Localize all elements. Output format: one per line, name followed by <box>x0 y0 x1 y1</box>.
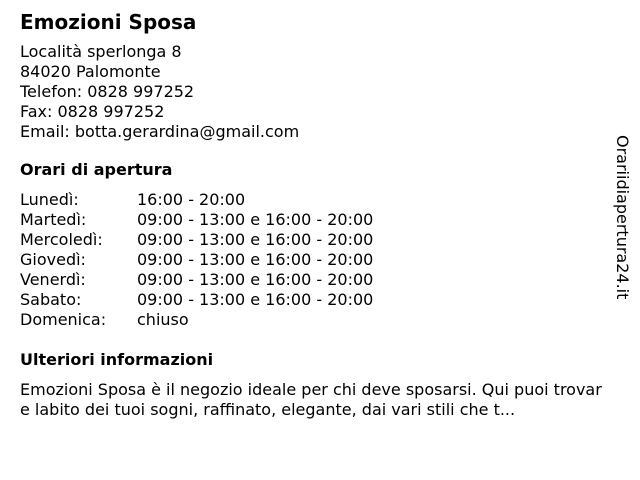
hours-row <box>20 190 605 210</box>
more-info-text: Emozioni Sposa è il negozio ideale per chi deve sposarsi. Qui puoi trovare labito dei tuoi sogni, raffinato, elegante, dai vari stili che t... <box>20 380 602 419</box>
hours-row <box>20 290 605 310</box>
more-info-heading: Ulteriori informazioni <box>20 350 214 369</box>
day-label: Venerdì: <box>20 270 86 289</box>
business-name: Emozioni Sposa <box>20 10 197 34</box>
time-value: 09:00 - 13:00 e 16:00 - 20:00 <box>137 290 374 309</box>
address-street: Località sperlonga 8 <box>20 42 182 61</box>
time-value: 09:00 - 13:00 e 16:00 - 20:00 <box>137 270 374 289</box>
hours-row <box>20 250 605 270</box>
time-value: 09:00 - 13:00 e 16:00 - 20:00 <box>137 250 374 269</box>
business-card <box>20 10 605 420</box>
time-value: chiuso <box>137 310 189 329</box>
opening-hours-table <box>20 190 605 330</box>
day-label: Giovedì: <box>20 250 86 269</box>
hours-row <box>20 270 605 290</box>
phone-number: Telefon: 0828 997252 <box>20 82 195 101</box>
time-value: 09:00 - 13:00 e 16:00 - 20:00 <box>137 230 374 249</box>
address-city: 84020 Palomonte <box>20 62 161 81</box>
email-address: Email: botta.gerardina@gmail.com <box>20 122 300 141</box>
opening-hours-heading: Orari di apertura <box>20 160 173 179</box>
site-watermark: Orariidiapertura24.it <box>613 135 632 300</box>
hours-row <box>20 210 605 230</box>
time-value: 09:00 - 13:00 e 16:00 - 20:00 <box>137 210 374 229</box>
day-label: Mercoledì: <box>20 230 103 249</box>
day-label: Lunedì: <box>20 190 79 209</box>
hours-row <box>20 230 605 250</box>
day-label: Martedì: <box>20 210 87 229</box>
hours-row <box>20 310 605 330</box>
day-label: Sabato: <box>20 290 82 309</box>
day-label: Domenica: <box>20 310 107 329</box>
time-value: 16:00 - 20:00 <box>137 190 246 209</box>
fax-number: Fax: 0828 997252 <box>20 102 165 121</box>
